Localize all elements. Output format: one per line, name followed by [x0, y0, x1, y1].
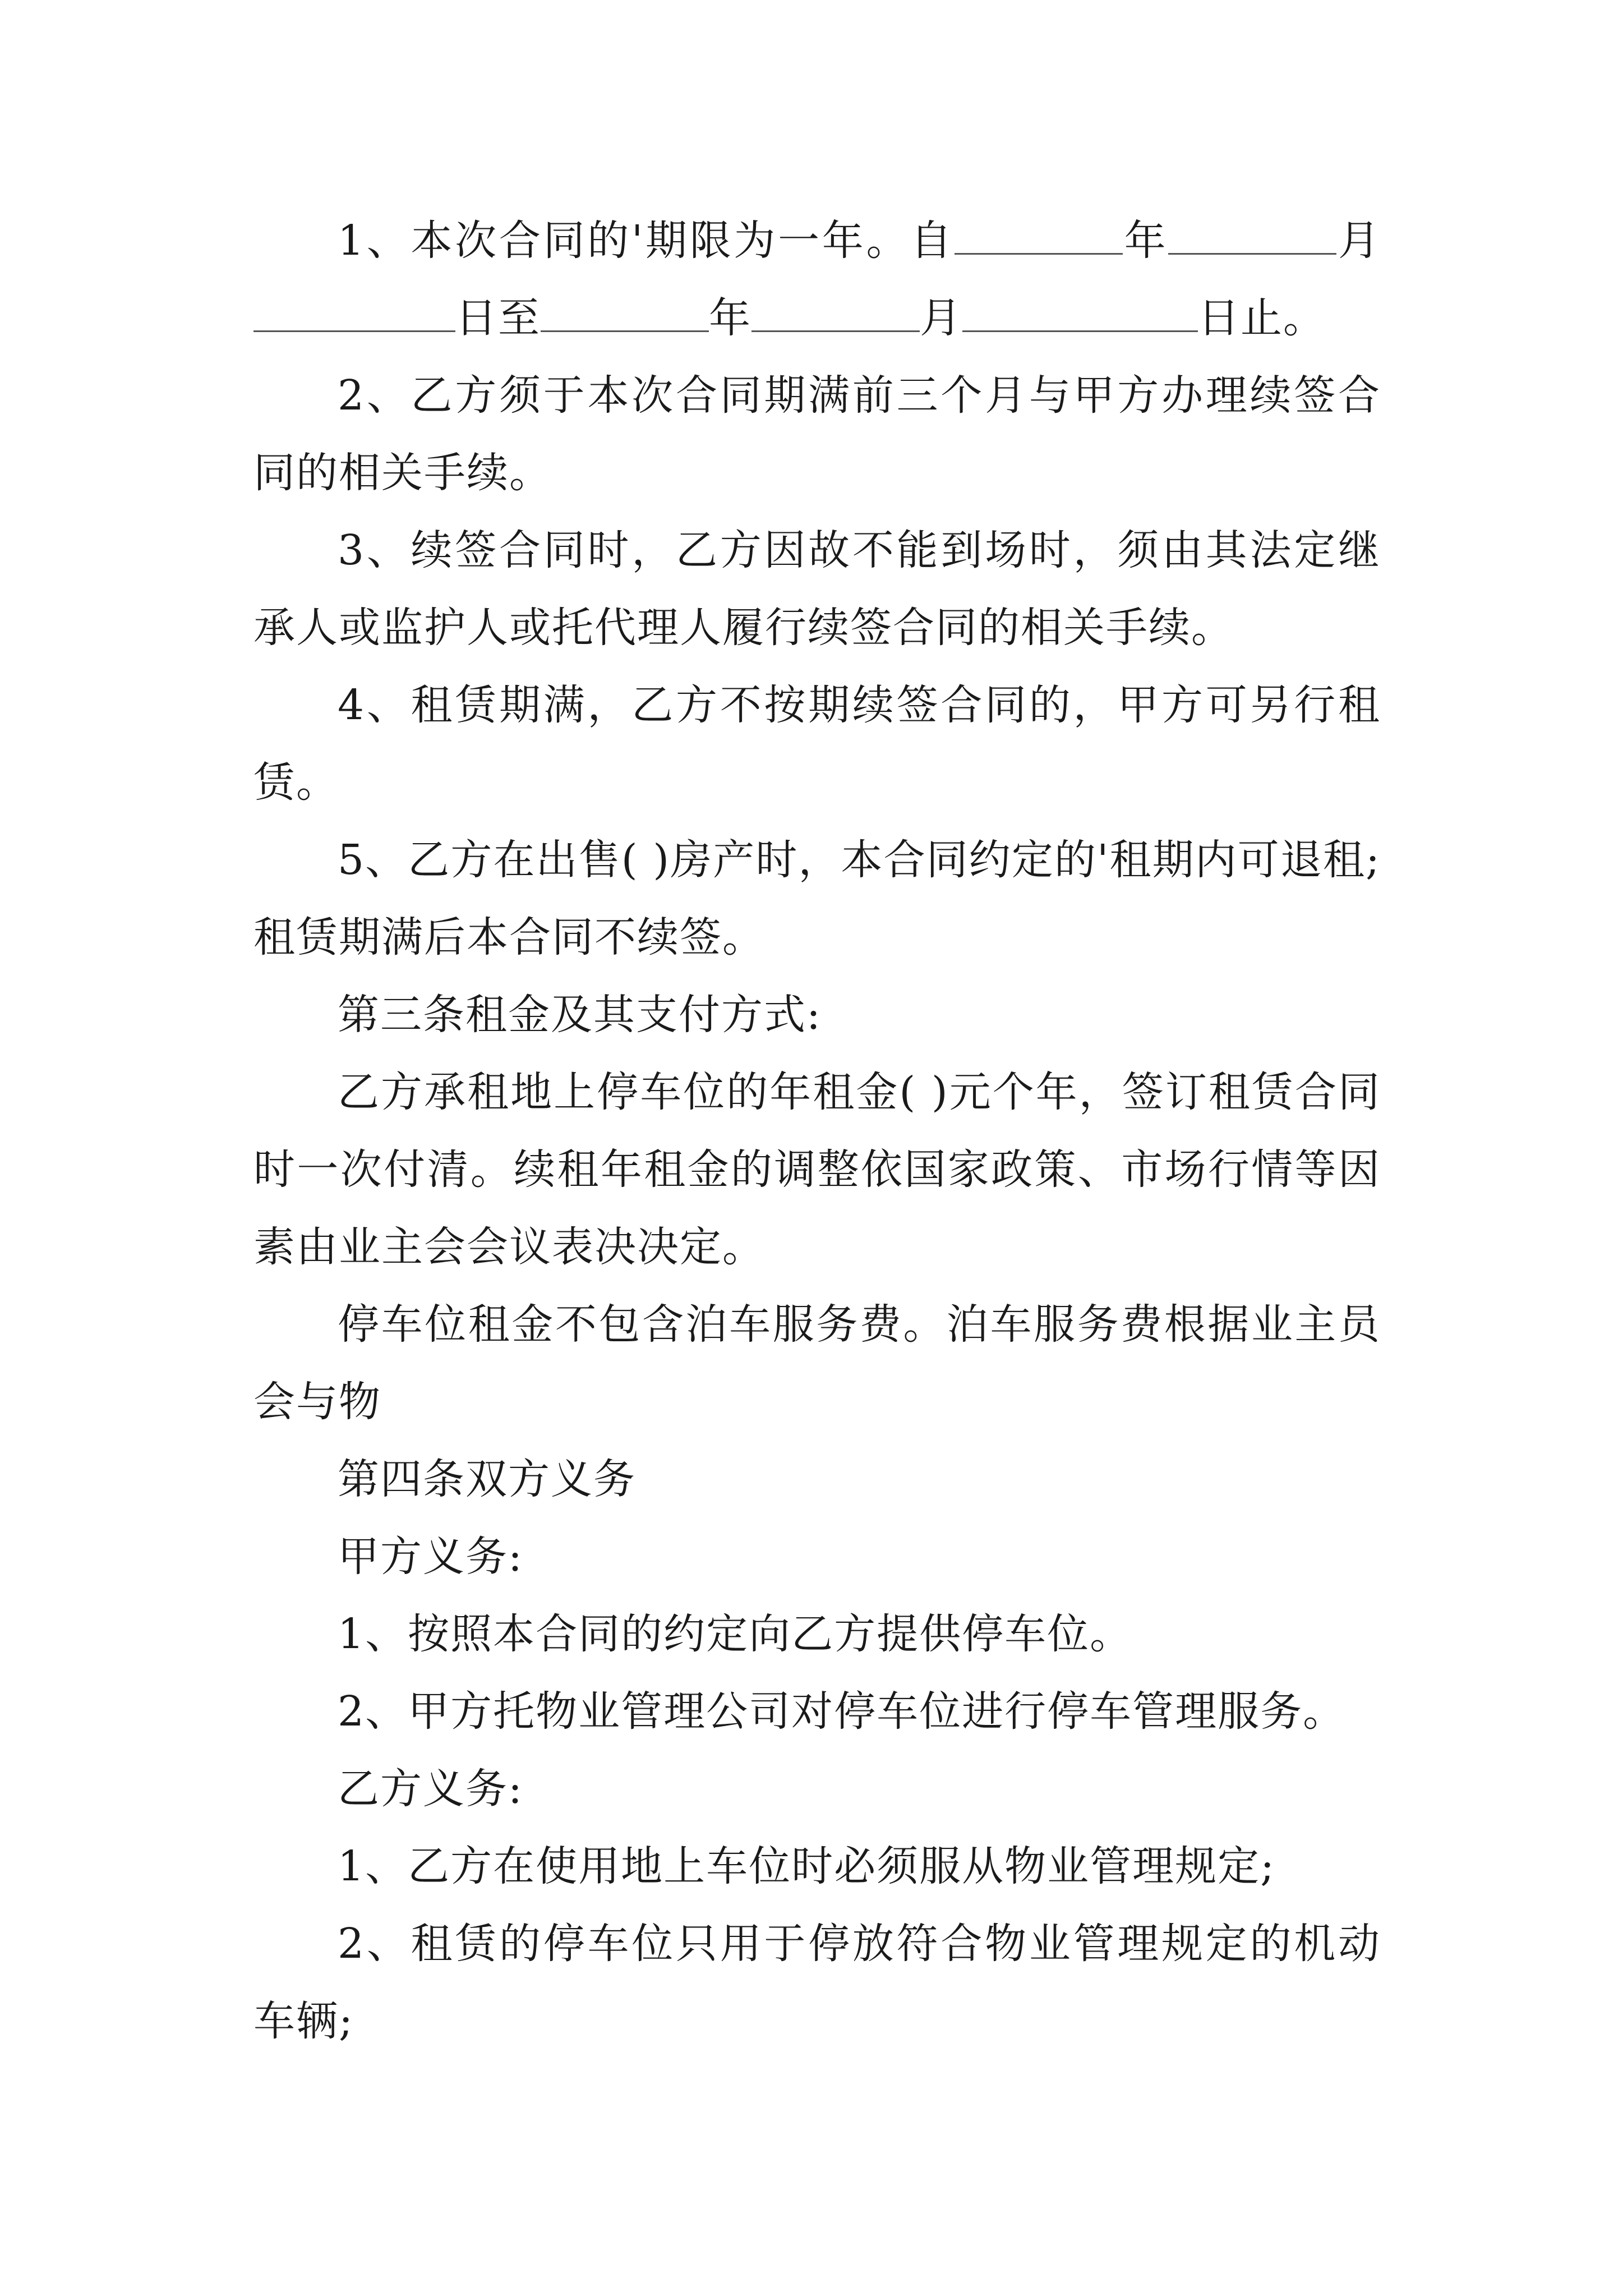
- blank-end-month: [751, 291, 920, 332]
- blank-start-month: [1168, 214, 1336, 255]
- clause-renewal-notice: 2、乙方须于本次合同期满前三个月与甲方办理续签合同的相关手续。: [253, 371, 1381, 497]
- blank-start-year: [955, 214, 1123, 255]
- party-a-heading: 甲方义务:: [338, 1533, 523, 1581]
- label-year: 年: [1122, 217, 1169, 265]
- clause-term-period-text: 1、本次合同的'期限为一年。自: [338, 217, 955, 265]
- clause-term-period: [253, 202, 1381, 357]
- document-page: [253, 202, 1381, 2060]
- clause-renewal-proxy: 3、续签合同时，乙方因故不能到场时，须由其法定继承人或监护人或托代理人履行续签合同的相关手续。: [253, 526, 1381, 652]
- blank-end-day: [962, 291, 1198, 332]
- label-year-end: 年: [709, 294, 751, 342]
- label-month-end: 月: [920, 294, 962, 342]
- blank-end-year: [541, 291, 709, 332]
- party-b-heading: 乙方义务:: [338, 1765, 523, 1813]
- label-day-end: 日止。: [1198, 294, 1326, 342]
- label-month: 月: [1336, 217, 1381, 265]
- party-b-duty-1: 1、乙方在使用地上车位时必须服从物业管理规定;: [338, 1842, 1276, 1890]
- clause-expiry-lease: 4、租赁期满，乙方不按期续签合同的，甲方可另行租赁。: [253, 681, 1381, 807]
- clause-annual-rent: 乙方承租地上停车位的年租金( )元个年，签订租赁合同时一次付清。续租年租金的调整依国家政策、市场行情等因素由业主会会议表决决定。: [253, 1068, 1381, 1271]
- blank-start-day: [253, 291, 455, 332]
- party-a-duty-1: 1、按照本合同的约定向乙方提供停车位。: [338, 1610, 1133, 1658]
- label-day-to: 日至: [455, 294, 541, 342]
- section-heading-rent: 第三条租金及其支付方式:: [338, 991, 822, 1039]
- clause-parking-fee: 停车位租金不包含泊车服务费。泊车服务费根据业主员会与物: [253, 1300, 1381, 1426]
- party-a-duty-2: 2、甲方托物业管理公司对停车位进行停车管理服务。: [338, 1687, 1346, 1736]
- party-b-duty-2: 2、租赁的停车位只用于停放符合物业管理规定的机动车辆;: [253, 1920, 1381, 2045]
- section-heading-obligations: 第四条双方义务: [338, 1455, 636, 1503]
- clause-sale-termination: 5、乙方在出售( )房产时，本合同约定的'租期内可退租;租赁期满后本合同不续签。: [253, 836, 1381, 961]
